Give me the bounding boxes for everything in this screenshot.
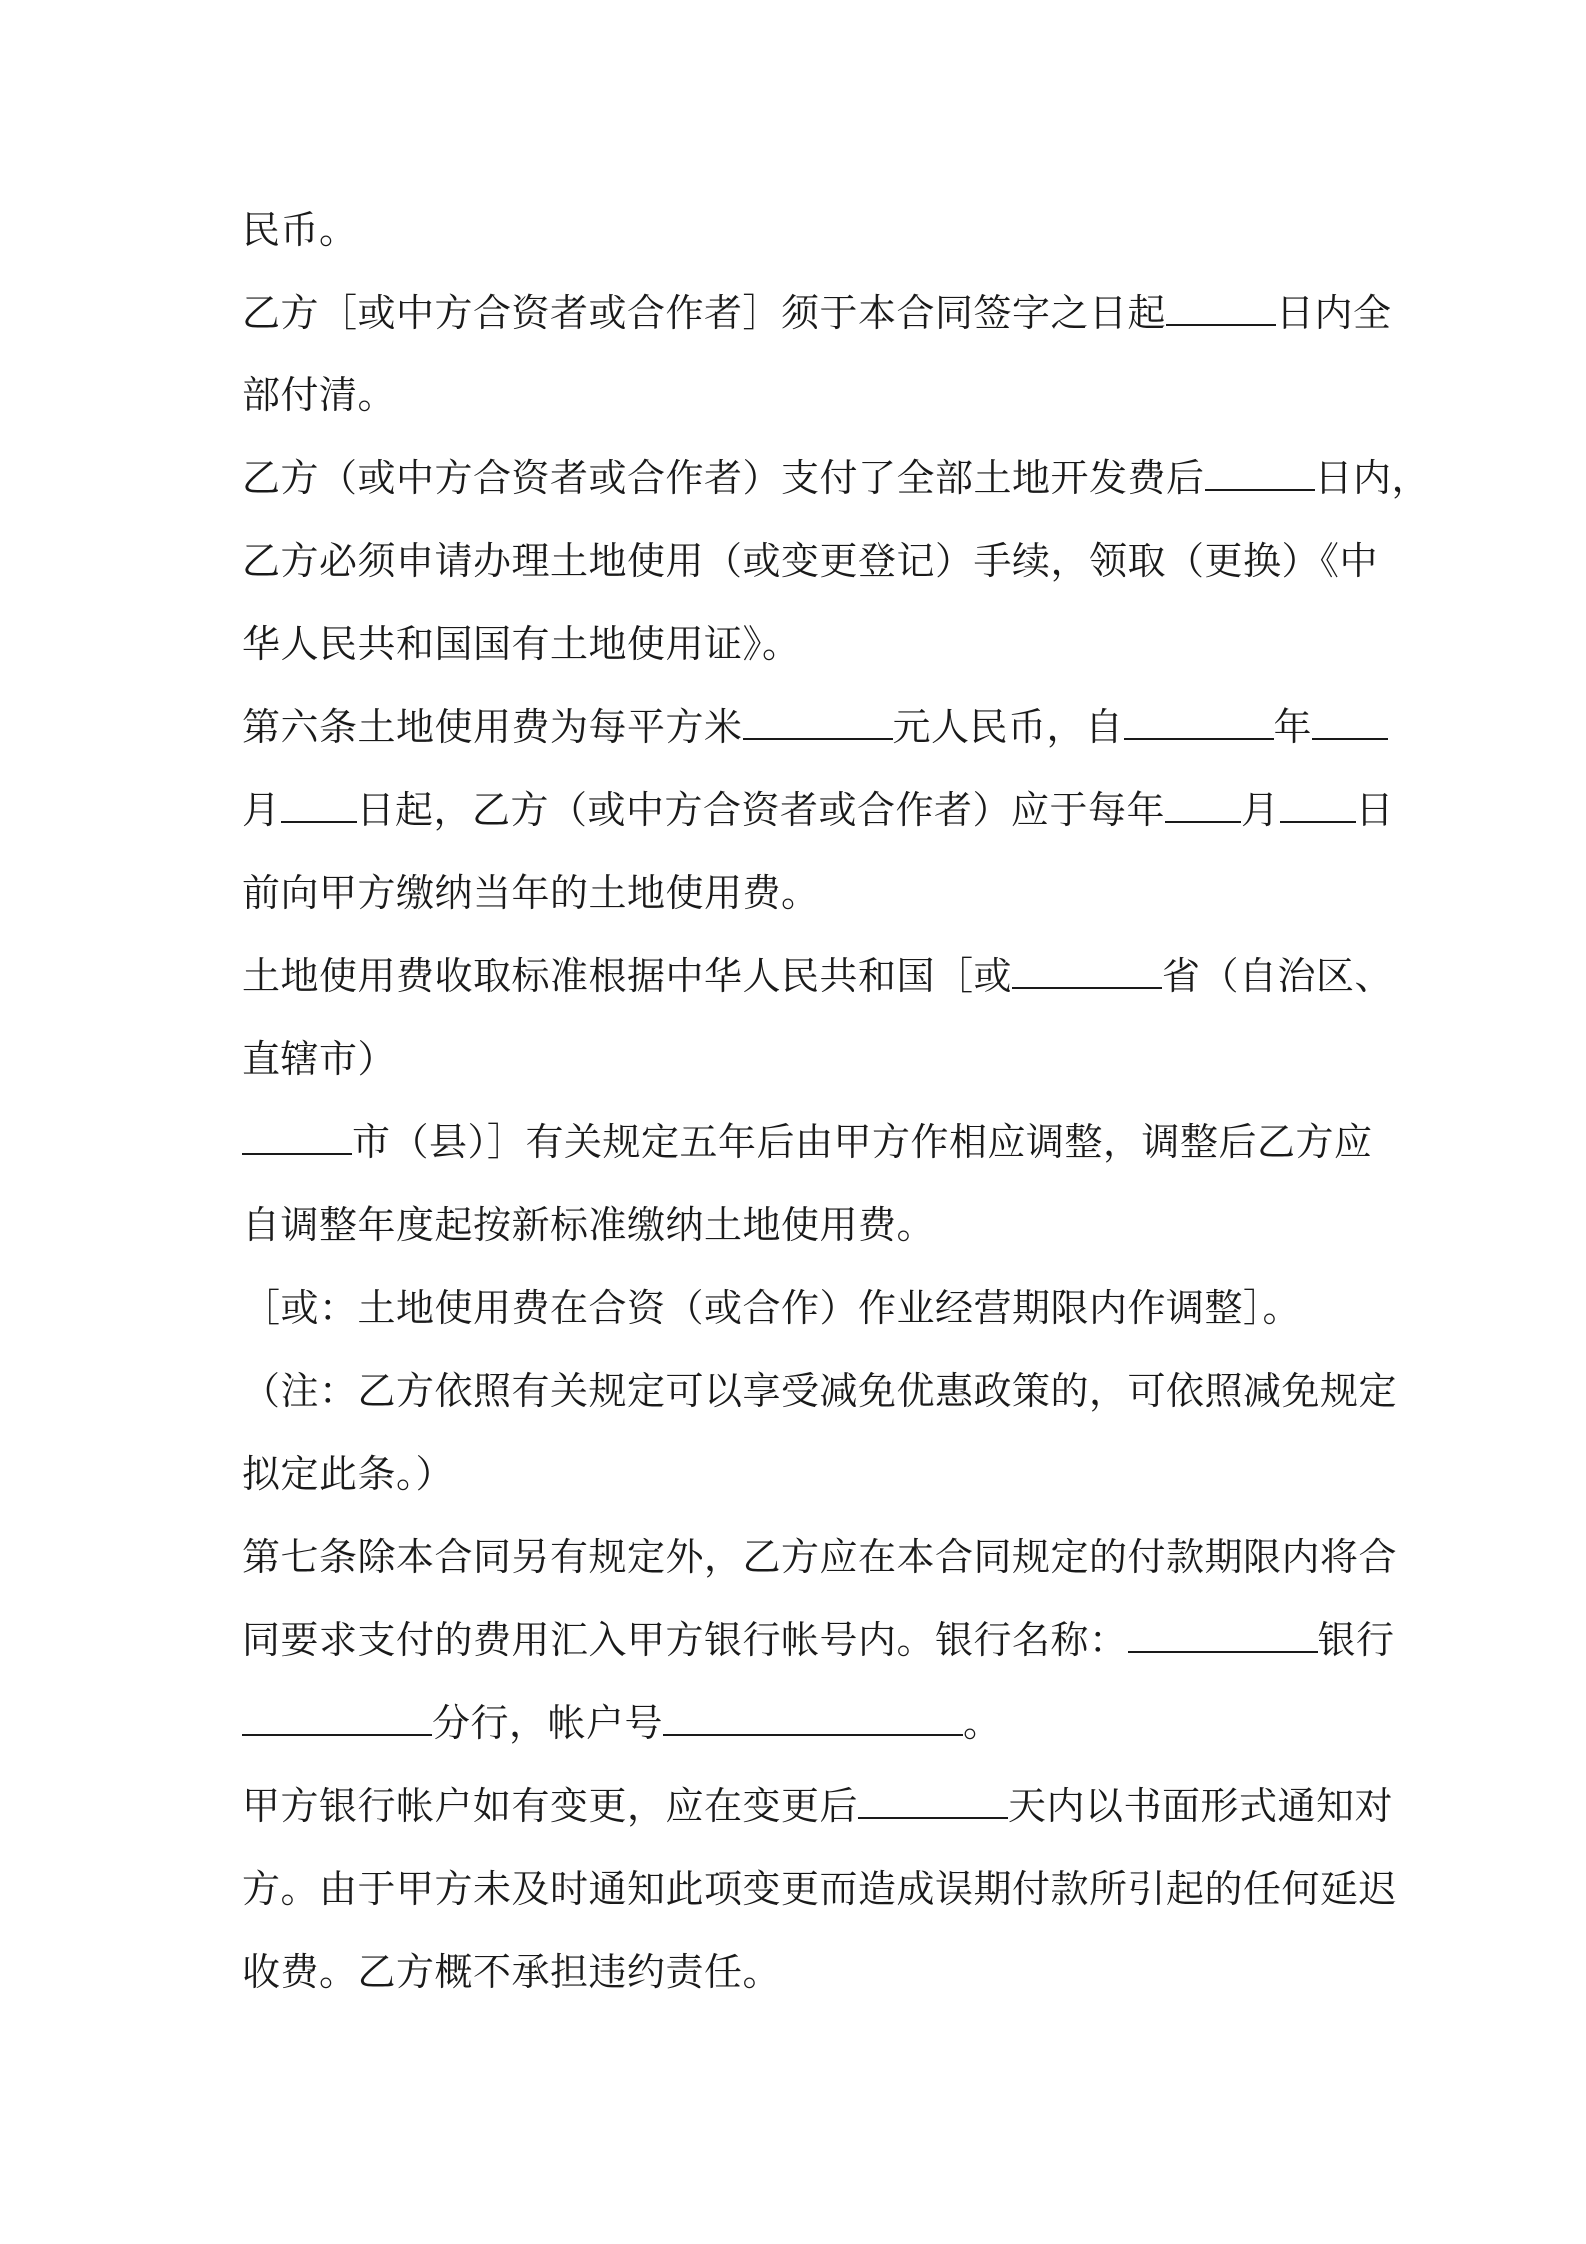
text-segment: 月 xyxy=(242,788,281,832)
fill-blank xyxy=(1012,951,1162,989)
text-line xyxy=(242,1781,1393,1831)
text-segment: 第六条土地使用费为每平方米 xyxy=(242,705,743,749)
text-segment: 部付清。 xyxy=(242,373,397,417)
text-line xyxy=(242,868,820,918)
text-segment: 。 xyxy=(963,1701,1002,1745)
fill-blank xyxy=(242,1117,352,1155)
text-line xyxy=(242,1864,1397,1914)
fill-blank xyxy=(663,1698,963,1736)
text-segment: 元人民币，自 xyxy=(892,705,1124,749)
text-line xyxy=(242,1034,396,1084)
text-line xyxy=(242,1200,935,1250)
text-line xyxy=(242,702,1388,752)
text-segment: 日 xyxy=(1355,788,1395,832)
fill-blank xyxy=(743,702,893,740)
fill-blank xyxy=(1124,702,1274,740)
text-line xyxy=(242,951,1393,1001)
text-line xyxy=(242,619,801,669)
text-line xyxy=(242,1449,454,1499)
fill-blank xyxy=(1205,453,1315,491)
text-segment: 月 xyxy=(1241,788,1280,832)
text-line xyxy=(242,1532,1397,1582)
text-segment: 分行，帐户号 xyxy=(432,1701,664,1745)
text-segment: 第七条除本合同另有规定外，乙方应在本合同规定的付款期限内将合 xyxy=(242,1535,1398,1579)
text-segment: 前向甲方缴纳当年的土地使用费。 xyxy=(242,871,820,915)
text-segment: 拟定此条。） xyxy=(242,1452,455,1496)
text-segment: 市（县）］有关规定五年后由甲方作相应调整，调整后乙方应 xyxy=(352,1120,1373,1164)
text-line xyxy=(242,1947,781,1997)
fill-blank xyxy=(281,785,357,823)
text-segment: ［或：土地使用费在合资（或合作）作业经营期限内作调整］。 xyxy=(242,1286,1302,1330)
text-line xyxy=(242,536,1378,586)
text-line xyxy=(242,785,1394,835)
text-segment: 年 xyxy=(1273,705,1313,749)
text-segment: 日内， xyxy=(1314,456,1431,500)
fill-blank xyxy=(242,1698,432,1736)
text-segment: 天内以书面形式通知对 xyxy=(1008,1784,1394,1828)
text-segment: 民币。 xyxy=(242,208,358,252)
text-line xyxy=(242,1117,1373,1167)
text-segment: 收费。乙方概不承担违约责任。 xyxy=(242,1950,782,1994)
text-segment: 同要求支付的费用汇入甲方银行帐号内。银行名称： xyxy=(242,1618,1128,1662)
text-line xyxy=(242,205,358,255)
text-line xyxy=(242,288,1392,338)
text-segment: 乙方［或中方合资者或合作者］须于本合同签字之日起 xyxy=(242,291,1167,335)
text-segment: 乙方必须申请办理土地使用（或变更登记）手续，领取（更换）《中 xyxy=(242,539,1379,583)
text-line xyxy=(242,1283,1301,1333)
fill-blank xyxy=(1166,288,1276,326)
text-line xyxy=(242,1698,1002,1748)
text-segment: （注：乙方依照有关规定可以享受减免优惠政策的，可依照减免规定 xyxy=(242,1369,1398,1413)
text-segment: 甲方银行帐户如有变更，应在变更后 xyxy=(242,1784,859,1828)
text-line xyxy=(242,370,396,420)
fill-blank xyxy=(858,1781,1008,1819)
text-segment: 自调整年度起按新标准缴纳土地使用费。 xyxy=(242,1203,936,1247)
text-line xyxy=(242,1615,1395,1665)
text-segment: 日内全 xyxy=(1276,291,1392,335)
text-segment: 乙方（或中方合资者或合作者）支付了全部土地开发费后 xyxy=(242,456,1205,500)
fill-blank xyxy=(1128,1615,1318,1653)
text-segment: 方。由于甲方未及时通知此项变更而造成误期付款所引起的任何延迟 xyxy=(242,1867,1398,1911)
text-segment: 银行 xyxy=(1317,1618,1395,1662)
fill-blank xyxy=(1280,785,1356,823)
text-segment: 日起，乙方（或中方合资者或合作者）应于每年 xyxy=(356,788,1166,832)
text-segment: 省（自治区、 xyxy=(1162,954,1394,998)
text-line xyxy=(242,453,1430,503)
text-segment: 土地使用费收取标准根据中华人民共和国［或 xyxy=(242,954,1013,998)
text-segment: 直辖市） xyxy=(242,1037,397,1081)
fill-blank xyxy=(1312,702,1388,740)
text-segment: 华人民共和国国有土地使用证》。 xyxy=(242,622,801,666)
text-line xyxy=(242,1366,1397,1416)
fill-blank xyxy=(1165,785,1241,823)
